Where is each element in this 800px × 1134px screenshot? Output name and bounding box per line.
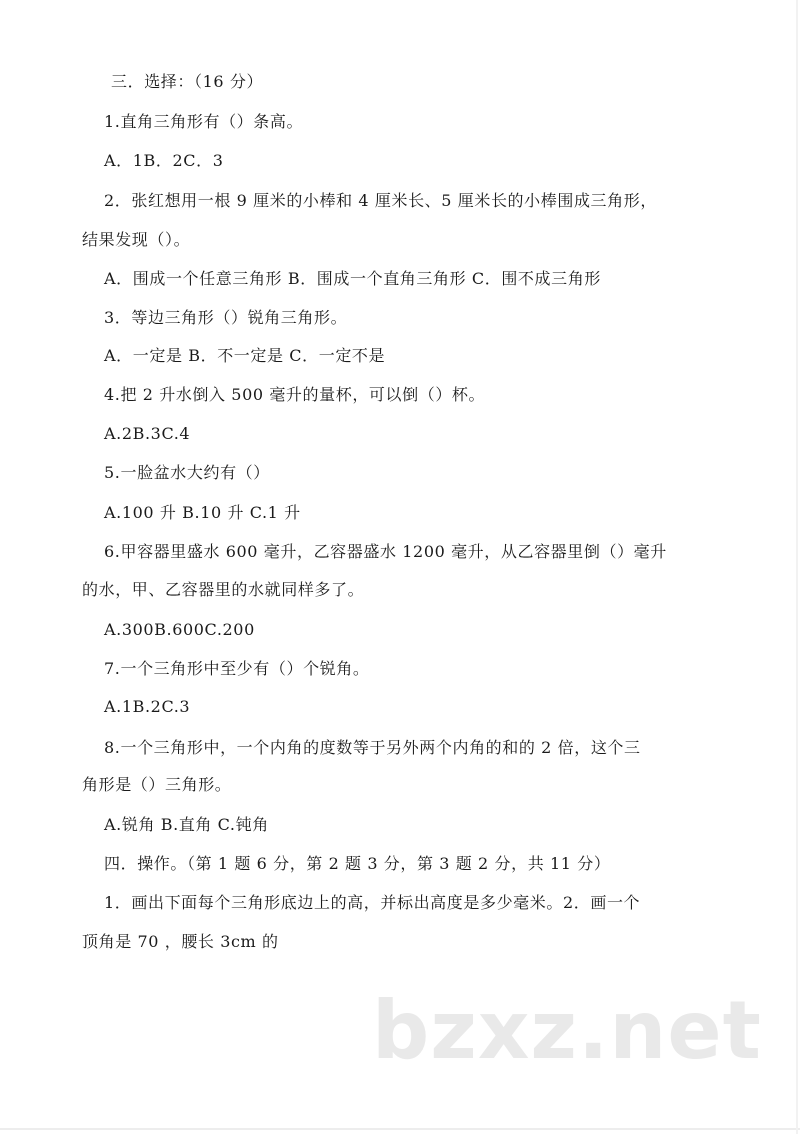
question-2-line-1: 2．张红想用一根 9 厘米的小棒和 4 厘米长、5 厘米长的小棒围成三角形， (104, 191, 657, 210)
question-3: 3．等边三角形（）锐角三角形。 (104, 308, 348, 327)
question-5: 5.一脸盆水大约有（） (104, 463, 270, 482)
question-4-options: A.2B.3C.4 (104, 424, 191, 443)
section-heading-choice: 三．选择：（16 分） (111, 72, 264, 91)
question-6-line-2: 的水，甲、乙容器里的水就同样多了。 (82, 580, 365, 599)
page-right-edge (796, 0, 798, 1134)
page-bottom-edge (0, 1128, 800, 1130)
question-2-options: A．围成一个任意三角形 B．围成一个直角三角形 C．围不成三角形 (104, 269, 601, 288)
question-6-options: A.300B.600C.200 (104, 620, 255, 639)
question-1: 1.直角三角形有（）条高。 (104, 112, 304, 131)
operation-1-line-1: 1．画出下面每个三角形底边上的高，并标出高度是多少毫米。2．画一个 (104, 893, 641, 912)
section-heading-operation: 四．操作。（第 1 题 6 分，第 2 题 3 分，第 3 题 2 分，共 11 分） (104, 854, 611, 873)
question-8-line-1: 8.一个三角形中，一个内角的度数等于另外两个内角的和的 2 倍，这个三 (104, 738, 641, 757)
question-2-line-2: 结果发现（）。 (82, 230, 191, 249)
question-7: 7.一个三角形中至少有（）个锐角。 (104, 659, 370, 678)
operation-1-line-2: 顶角是 70 ，腰长 3cm 的 (82, 932, 279, 951)
question-7-options: A.1B.2C.3 (104, 697, 191, 716)
question-6-line-1: 6.甲容器里盛水 600 毫升，乙容器盛水 1200 毫升，从乙容器里倒（）毫升 (104, 542, 667, 561)
question-8-line-2: 角形是（）三角形。 (82, 775, 232, 794)
question-4: 4.把 2 升水倒入 500 毫升的量杯，可以倒（）杯。 (104, 385, 486, 404)
question-5-options: A.100 升 B.10 升 C.1 升 (104, 503, 301, 522)
watermark: bzxz.net (372, 984, 762, 1077)
question-1-options: A．1B．2C．3 (104, 151, 224, 170)
question-3-options: A．一定是 B．不一定是 C．一定不是 (104, 346, 386, 365)
question-8-options: A.锐角 B.直角 C.钝角 (104, 815, 269, 834)
